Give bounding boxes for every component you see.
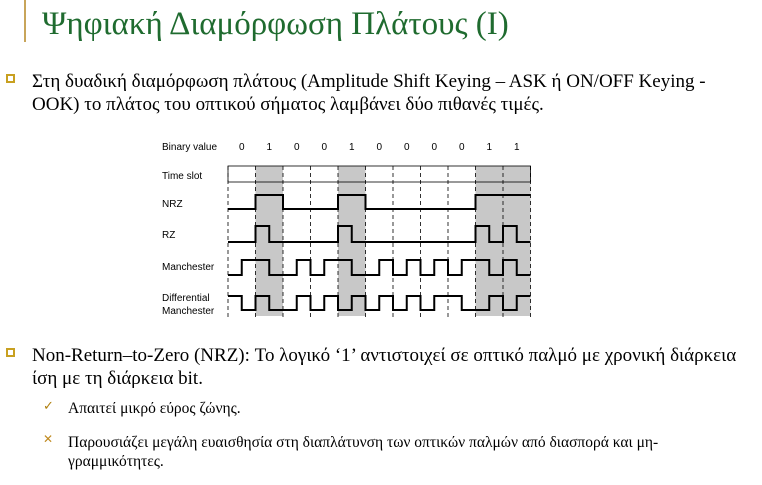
bit-value-label: 0: [403, 142, 410, 153]
bit-value-label: 0: [458, 142, 465, 153]
bit-value-label: 1: [266, 142, 273, 153]
diff-manchester-label-1: Differential: [162, 293, 210, 304]
bit-value-label: 1: [486, 142, 493, 153]
bit-value-label: 0: [238, 142, 245, 153]
rz-label: RZ: [162, 230, 176, 241]
square-bullet-icon: [6, 74, 15, 83]
nrz-disadvantage: Παρουσιάζει μεγάλη ευαισθησία στη διαπλάτυνση των οπτικών παλμών από διασπορά και μη-γραμμικότητες.: [68, 434, 659, 470]
cross-icon: ✕: [43, 432, 54, 446]
bit-value-label: 1: [348, 142, 355, 153]
slide-title: Ψηφιακή Διαμόρφωση Πλάτους (Ι): [42, 6, 509, 42]
bit-value-label: 0: [321, 142, 328, 153]
binary-value-label: Binary value: [162, 142, 218, 153]
bit-value-label: 1: [513, 142, 520, 153]
bit-value-label: 0: [376, 142, 383, 153]
bit-value-label: 0: [293, 142, 300, 153]
title-accent-bar: [24, 0, 26, 42]
manchester-label: Manchester: [162, 262, 215, 273]
bullet-ask-definition: Στη δυαδική διαμόρφωση πλάτους (Amplitude Shift Keying – ASK ή ON/OFF Keying - OOK) το πλάτος του οπτικού σήματος λαμβάνει δύο πιθανές τιμές.: [32, 71, 706, 115]
bit-value-label: 0: [431, 142, 438, 153]
diff-manchester-label-2: Manchester: [162, 306, 215, 317]
line-coding-diagram: [160, 138, 540, 323]
check-icon: ✓: [43, 398, 54, 413]
bullet-nrz-definition: Non-Return–to-Zero (NRZ): Το λογικό ‘1’ αντιστοιχεί σε οπτικό παλμό με χρονική διάρκεια ίση με τη διάρκεια bit.: [32, 345, 737, 389]
nrz-advantage: Απαιτεί μικρό εύρος ζώνης.: [68, 400, 241, 417]
timeslot-label: Time slot: [162, 171, 203, 182]
square-bullet-icon: [6, 348, 15, 357]
nrz-label: NRZ: [162, 199, 183, 210]
